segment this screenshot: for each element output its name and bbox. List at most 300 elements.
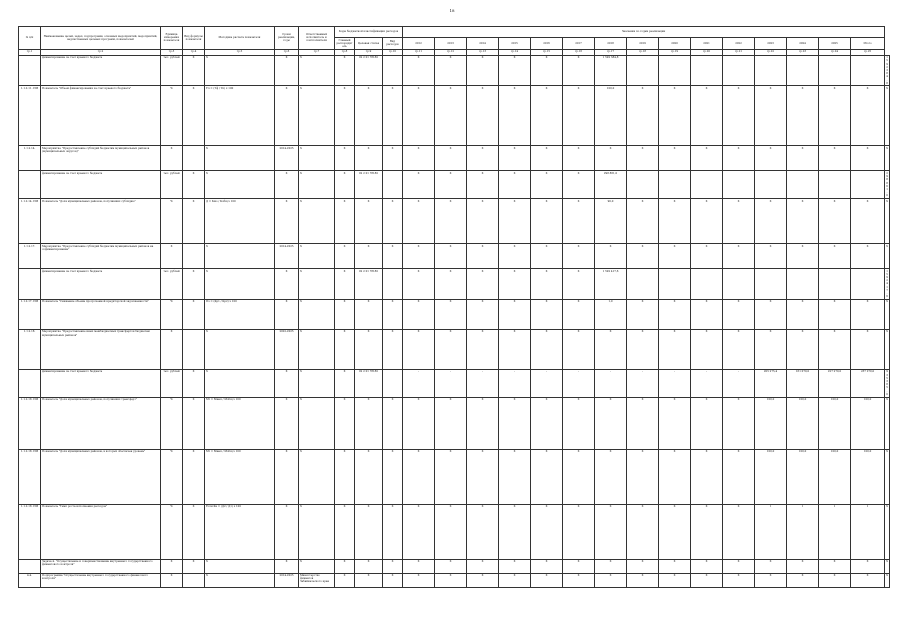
table-cell: X (335, 449, 355, 504)
table-cell: X (659, 86, 691, 146)
table-cell: X (755, 244, 787, 269)
table-cell: X (275, 369, 299, 397)
table-cell: X (467, 55, 499, 86)
table-cell: X (467, 559, 499, 573)
table-cell: X (435, 244, 467, 269)
table-cell: X (299, 504, 335, 559)
table-cell: X (355, 244, 383, 269)
column-number: гр.9 (355, 49, 383, 55)
table-cell (659, 269, 691, 300)
table-cell: X (531, 55, 563, 86)
table-cell (787, 269, 819, 300)
table-cell: X (435, 329, 467, 369)
header-year: 2012 (403, 38, 435, 50)
table-cell: X (627, 299, 659, 329)
table-cell (723, 171, 755, 199)
table-cell: X (275, 86, 299, 146)
table-row (19, 504, 890, 559)
table-cell: Показатель "Доля муниципальных районов, в которых обеспечен уровень" (41, 449, 161, 504)
table-cell: X (403, 397, 435, 449)
table-row (19, 244, 890, 269)
table-cell: X (183, 199, 205, 244)
table-cell: X (335, 244, 355, 269)
table-cell: X (299, 449, 335, 504)
table-cell: X (355, 559, 383, 573)
table-cell: X (183, 299, 205, 329)
table-cell: X (183, 269, 205, 300)
table-row (19, 369, 890, 397)
table-cell: Если Кв = (Д2 / Д1) х 100 (205, 504, 275, 559)
table-cell: % (161, 299, 183, 329)
table-cell: X (183, 369, 205, 397)
table-cell: 100,0 (851, 397, 885, 449)
table-cell: X (627, 199, 659, 244)
table-cell: X (205, 146, 275, 171)
table-cell: X (563, 199, 595, 244)
table-cell: X (595, 573, 627, 587)
column-number: гр.4 (183, 49, 205, 55)
table-cell: - (403, 369, 435, 397)
table-row (19, 329, 890, 369)
table-cell: X (183, 449, 205, 504)
table-cell: X (403, 199, 435, 244)
table-cell: - (531, 369, 563, 397)
header-total: Итого (851, 38, 885, 50)
table-cell: X (885, 504, 890, 559)
table-cell: X (627, 397, 659, 449)
table-cell: X (851, 244, 885, 269)
table-cell: - (499, 369, 531, 397)
table-cell: X (355, 504, 383, 559)
page-number: 18 (449, 8, 455, 13)
table-cell: X (563, 449, 595, 504)
table-cell: % (161, 449, 183, 504)
table-cell: X (467, 504, 499, 559)
table-cell: тыс. рублей (161, 369, 183, 397)
column-number: гр.21 (723, 49, 755, 55)
table-cell (19, 171, 41, 199)
table-cell: X (563, 171, 595, 199)
table-cell: X (205, 244, 275, 269)
table-cell: X (205, 329, 275, 369)
table-cell: X (819, 86, 851, 146)
table-cell: X (723, 199, 755, 244)
table-cell: 2014-2025 (275, 573, 299, 587)
table-cell: X (355, 299, 383, 329)
table-cell: X (787, 86, 819, 146)
table-row (19, 86, 890, 146)
table-cell (19, 369, 41, 397)
table-cell: X (563, 55, 595, 86)
header-year: 2015 (499, 38, 531, 50)
table-cell: X (755, 199, 787, 244)
table-cell: X (885, 299, 890, 329)
table-cell: X (183, 504, 205, 559)
table-cell: X (819, 329, 851, 369)
table-cell: X (755, 329, 787, 369)
table-cell: X (435, 55, 467, 86)
table-cell: X (335, 146, 355, 171)
table-cell: X (183, 171, 205, 199)
table-cell: X (885, 397, 890, 449)
table-row (19, 397, 890, 449)
table-cell: X (467, 146, 499, 171)
table-cell: X (403, 504, 435, 559)
table-cell: X (335, 573, 355, 587)
table-cell: X (467, 199, 499, 244)
table-row (19, 171, 890, 199)
table-cell: X (723, 504, 755, 559)
table-cell: X (851, 86, 885, 146)
table-cell: Показатель "Снижение объема просроченной кредиторской задолженности" (41, 299, 161, 329)
header-budget-group: Коды бюджетной классификации расходов (335, 27, 403, 38)
table-cell: X (787, 559, 819, 573)
table-cell: X (563, 299, 595, 329)
table-cell: % (161, 397, 183, 449)
header-year: 2019 (627, 38, 659, 50)
table-cell: 1 592 384,8 (595, 55, 627, 86)
table-cell: X (691, 504, 723, 559)
table-cell: X (355, 329, 383, 369)
table-cell: 1.1.2.17. (19, 244, 41, 269)
table-cell: X (723, 299, 755, 329)
table-cell: X (275, 269, 299, 300)
table-cell: X (563, 329, 595, 369)
program-table (18, 26, 890, 588)
table-cell: Подпрограмма "Осуществление внутреннего государственного финансового контроля" (41, 573, 161, 587)
column-number: гр.15 (531, 49, 563, 55)
header-year: 2022 (723, 38, 755, 50)
table-cell: 2022-2025 (275, 329, 299, 369)
table-cell: 1 (851, 504, 885, 559)
table-row (19, 299, 890, 329)
header-formula: Методика расчета показателя (205, 27, 275, 50)
table-cell: 1 592 417,6 (595, 269, 627, 300)
table-cell: X (531, 329, 563, 369)
table-cell: X (183, 559, 205, 573)
table-cell: 298 861,0 (595, 171, 627, 199)
table-cell (851, 55, 885, 86)
table-cell: X (627, 573, 659, 587)
table-cell: X (275, 299, 299, 329)
table-cell: 2014-2025 (275, 244, 299, 269)
header-year: 2016 (531, 38, 563, 50)
table-cell (383, 369, 403, 397)
column-number: гр.16 (563, 49, 595, 55)
table-cell: Показатель "Объем финансирования за счет краевого бюджета" (41, 86, 161, 146)
table-cell: X (723, 397, 755, 449)
table-cell: X (755, 146, 787, 171)
header-num: № п/п (19, 27, 41, 50)
table-cell: X (355, 573, 383, 587)
table-cell: X (499, 244, 531, 269)
table-cell: X (335, 199, 355, 244)
table-cell: X (161, 573, 183, 587)
table-cell (659, 171, 691, 199)
table-cell (851, 269, 885, 300)
table-cell: X (435, 573, 467, 587)
table-cell: X (691, 199, 723, 244)
table-cell: 935 385,0 (886, 370, 888, 396)
table-cell: X (659, 244, 691, 269)
table-cell: X (563, 573, 595, 587)
table-cell: X (499, 86, 531, 146)
table-cell: X (563, 86, 595, 146)
table-cell: 161 070,0 (787, 369, 819, 397)
table-cell: X (499, 55, 531, 86)
table-cell: X (595, 559, 627, 573)
table-cell: X (403, 146, 435, 171)
table-cell: X (691, 573, 723, 587)
table-cell: X (691, 86, 723, 146)
table-cell (183, 329, 205, 369)
table-cell (819, 269, 851, 300)
table-cell: X (467, 244, 499, 269)
table-cell: X (161, 329, 183, 369)
table-cell: X (467, 397, 499, 449)
table-cell: 1,0 (595, 299, 627, 329)
column-number: гр.13 (467, 49, 499, 55)
header-values-group: Значения по годам реализации (403, 27, 885, 38)
table-cell (19, 269, 41, 300)
table-cell: X (595, 449, 627, 504)
table-cell: X (563, 397, 595, 449)
table-cell: X (723, 244, 755, 269)
table-cell: X (595, 244, 627, 269)
column-number: гр.5 (205, 49, 275, 55)
table-cell: X (885, 86, 890, 146)
header-formula-flag: Вид формулы показателя (183, 27, 205, 50)
table-cell: 1 592 417,6 (886, 269, 888, 299)
table-cell: Показатель "Доля муниципальных районов, получивших субсидию" (41, 199, 161, 244)
table-cell: X (595, 329, 627, 369)
table-cell (627, 171, 659, 199)
table-cell: финансирование за счет краевого бюджета (41, 55, 161, 86)
table-cell: Уч = (Тф / Тп) х 100 (205, 86, 275, 146)
table-cell: 90,0 (595, 199, 627, 244)
table-cell: X (299, 55, 335, 86)
table-cell: X (531, 397, 563, 449)
table-cell: X (435, 171, 467, 199)
table-cell: 02 2 01 78180 (355, 269, 383, 300)
table-cell: X (383, 573, 403, 587)
table-cell: 100,0 (787, 397, 819, 449)
table-cell: Показатель "Темп роста исполнения расходов" (41, 504, 161, 559)
table-cell: X (787, 573, 819, 587)
table-cell: X (819, 573, 851, 587)
table-cell: X (787, 199, 819, 244)
column-number: гр.3 (161, 49, 183, 55)
table-cell: X (563, 504, 595, 559)
table-cell: X (659, 449, 691, 504)
table-cell: X (275, 504, 299, 559)
table-cell: X (335, 299, 355, 329)
table-cell: X (205, 369, 275, 397)
table-cell: 1 592 384,8 (886, 56, 888, 85)
header-budget-sub: Целевая статья (355, 38, 383, 50)
table-cell: X (435, 199, 467, 244)
column-number: гр.18 (627, 49, 659, 55)
table-row (19, 199, 890, 244)
table-cell: 1 (819, 504, 851, 559)
table-cell: X (403, 86, 435, 146)
table-cell (19, 559, 41, 573)
column-number: гр.19 (659, 49, 691, 55)
column-number: гр.12 (435, 49, 467, 55)
table-cell: X (531, 199, 563, 244)
table-cell: - (723, 369, 755, 397)
table-cell: X (531, 449, 563, 504)
table-cell: X (499, 573, 531, 587)
table-row (19, 269, 890, 300)
table-row (19, 573, 890, 587)
table-cell: X (355, 397, 383, 449)
table-cell: Мероприятие "Предоставление субсидий бюджетам муниципальных районов (муниципальных округов)" (41, 146, 161, 171)
table-cell: финансирование за счет краевого бюджета (41, 269, 161, 300)
table-cell: X (885, 199, 890, 244)
table-cell: 1.1.2.18. ПМ (19, 504, 41, 559)
column-number: гр.11 (403, 49, 435, 55)
table-cell: 237 270,0 (851, 369, 885, 397)
header-year: 2020 (659, 38, 691, 50)
table-cell: X (723, 449, 755, 504)
table-cell: X (755, 559, 787, 573)
table-cell: % (161, 86, 183, 146)
table-cell: 02 2 01 78180 (355, 55, 383, 86)
table-cell (691, 55, 723, 86)
table-cell (755, 269, 787, 300)
table-cell (755, 55, 787, 86)
table-cell: X (531, 573, 563, 587)
table-cell: X (299, 369, 335, 397)
table-cell (383, 55, 403, 86)
table-cell: 100,0 (851, 449, 885, 504)
table-cell: - (659, 369, 691, 397)
table-cell: X (499, 559, 531, 573)
column-number: гр.24 (819, 49, 851, 55)
table-cell: X (467, 573, 499, 587)
table-cell: X (299, 329, 335, 369)
table-cell: X (851, 559, 885, 573)
column-number: гр.14 (499, 49, 531, 55)
table-cell: X (531, 299, 563, 329)
table-cell: X (659, 329, 691, 369)
table-cell: X (499, 449, 531, 504)
table-cell: 4.4. (19, 573, 41, 587)
table-cell (183, 573, 205, 587)
table-cell: X (335, 55, 355, 86)
table-cell: 1.1.2.11. ПМ (19, 86, 41, 146)
table-cell: X (299, 146, 335, 171)
table-cell: Мероприятие "Предоставление субсидий бюджетам муниципальных районов на софинансирование" (41, 244, 161, 269)
table-cell: X (659, 504, 691, 559)
table-cell: X (383, 199, 403, 244)
table-cell: X (275, 171, 299, 199)
table-cell: X (435, 269, 467, 300)
table-cell: X (659, 299, 691, 329)
table-cell: X (403, 329, 435, 369)
table-cell: X (383, 559, 403, 573)
table-cell: X (595, 146, 627, 171)
table-cell: X (499, 146, 531, 171)
table-cell: X (499, 199, 531, 244)
table-cell: 02 2 01 78180 (355, 369, 383, 397)
table-cell: - (467, 369, 499, 397)
table-cell: X (275, 199, 299, 244)
table-cell: X (691, 299, 723, 329)
header-year: 2017 (563, 38, 595, 50)
table-cell: X (435, 146, 467, 171)
table-cell: X (723, 329, 755, 369)
table-cell: X (659, 573, 691, 587)
table-cell: X (531, 244, 563, 269)
table-cell: X (183, 86, 205, 146)
table-cell: X (531, 171, 563, 199)
table-cell: 02 2 01 78180 (355, 171, 383, 199)
table-cell: финансирование за счет краевого бюджета (41, 369, 161, 397)
table-cell (383, 269, 403, 300)
table-cell: X (205, 269, 275, 300)
table-cell: X (383, 146, 403, 171)
table-cell: X (299, 86, 335, 146)
table-cell: X (851, 299, 885, 329)
table-cell: X (403, 171, 435, 199)
table-cell: X (531, 146, 563, 171)
table-cell: X (563, 269, 595, 300)
table-cell (183, 146, 205, 171)
table-row (19, 55, 890, 86)
table-cell: 1 (787, 504, 819, 559)
header-year: 2025 (819, 38, 851, 50)
table-cell: X (335, 369, 355, 397)
table-cell: X (335, 397, 355, 449)
table-cell: X (299, 397, 335, 449)
table-cell: X (787, 244, 819, 269)
table-cell: X (755, 86, 787, 146)
table-cell (627, 269, 659, 300)
table-cell (659, 55, 691, 86)
table-cell: Министерство финансов Забайкальского края (299, 573, 335, 587)
table-cell: X (723, 559, 755, 573)
table-cell: X (435, 299, 467, 329)
table-cell: 100,0 (755, 449, 787, 504)
table-cell: X (563, 146, 595, 171)
table-cell: X (335, 171, 355, 199)
table-cell: тыс. рублей (161, 55, 183, 86)
table-cell: - (595, 369, 627, 397)
table-cell: X (383, 244, 403, 269)
table-cell: X (403, 55, 435, 86)
table-cell: X (627, 504, 659, 559)
table-row (19, 559, 890, 573)
column-number: гр.7 (299, 49, 335, 55)
table-cell: X (299, 299, 335, 329)
column-number: гр.25 (851, 49, 885, 55)
table-cell: 1.1.2.18. ПМ (19, 449, 41, 504)
table-cell: X (595, 397, 627, 449)
table-cell: 100,0 (595, 86, 627, 146)
column-number: гр.6 (275, 49, 299, 55)
table-cell: X (819, 146, 851, 171)
table-cell: X (755, 299, 787, 329)
table-cell: X (659, 146, 691, 171)
table-cell: X (161, 146, 183, 171)
table-cell: X (205, 55, 275, 86)
table-cell: X (499, 171, 531, 199)
table-cell (691, 171, 723, 199)
table-cell: X (335, 559, 355, 573)
table-cell: - (627, 369, 659, 397)
